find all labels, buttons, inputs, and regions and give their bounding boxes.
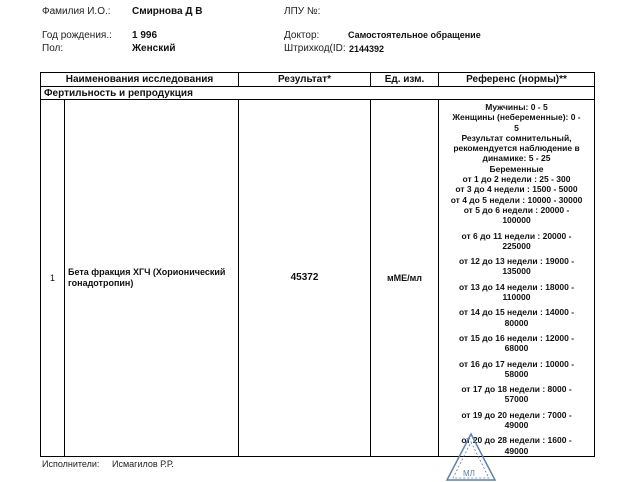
reference-line: 58000	[504, 368, 529, 379]
reference-line: 49000	[504, 445, 529, 456]
reference-line: от 14 до 15 недели : 14000 -	[458, 307, 575, 318]
reference-line: от 12 до 13 недели : 19000 -	[458, 256, 575, 267]
executors-label: Исполнители:	[42, 459, 100, 469]
sex-value: Женский	[132, 43, 176, 54]
reference-line: от 13 до 14 недели : 18000 -	[458, 281, 575, 292]
reference-line: 100000	[502, 215, 531, 226]
test-name: Бета фракция ХГЧ (Хорионический гонадотропин)	[65, 100, 239, 457]
column-header-result: Результат*	[239, 73, 371, 87]
doctor-value: Самостоятельное обращение	[348, 30, 481, 40]
table-row	[41, 100, 595, 457]
section-row	[41, 87, 595, 100]
reference-line: от 19 до 20 недели : 7000 -	[461, 409, 572, 420]
doctor-label: Доктор:	[284, 30, 320, 41]
reference-line: от 3 до 4 недели : 1500 - 5000	[455, 184, 578, 195]
reference-line: 225000	[502, 240, 531, 251]
reference-line: 110000	[502, 292, 531, 303]
birth-year-value: 1 996	[132, 30, 158, 41]
reference-line: динамике: 5 - 25	[482, 153, 551, 164]
reference-line: от 16 до 17 недели : 10000 -	[458, 358, 575, 369]
table-header-row	[41, 73, 595, 87]
fio-label: Фамилия И.О.:	[42, 6, 111, 17]
reference-line: рекомендуется наблюдение в	[453, 143, 580, 154]
stamp-text: МЛ	[463, 469, 475, 478]
reference-line: от 20 до 28 недели : 1600 -	[461, 435, 572, 446]
reference-line: от 1 до 2 недели : 25 - 300	[462, 174, 571, 185]
reference-line: от 17 до 18 недели : 8000 -	[461, 384, 572, 395]
reference-line: 135000	[502, 266, 531, 277]
reference-line: Женщины (небеременные): 0 -	[452, 112, 581, 123]
reference-line: от 15 до 16 недели : 12000 -	[458, 332, 575, 343]
reference-line: Беременные	[489, 163, 544, 174]
reference-line: 68000	[504, 343, 529, 354]
barcode-value: 2144392	[349, 44, 385, 54]
reference-line: от 6 до 11 недели : 20000 -	[461, 230, 572, 241]
reference-line: 57000	[504, 394, 529, 405]
birth-year-label: Год рождения.:	[42, 30, 112, 41]
test-unit: мМЕ/мл	[371, 100, 439, 457]
row-number: 1	[41, 100, 65, 457]
results-table	[40, 72, 595, 457]
reference-line: Результат сомнительный,	[461, 132, 572, 143]
reference-line: от 4 до 5 недели : 10000 - 30000	[450, 194, 583, 205]
stamp-icon	[445, 430, 497, 482]
barcode-label: Штрихкод(ID:	[284, 43, 346, 54]
fio-value: Смирнова Д В	[132, 6, 203, 17]
reference-line: от 5 до 6 недели : 20000 -	[463, 204, 570, 215]
column-header-unit: Ед. изм.	[371, 73, 439, 87]
test-result: 45372	[239, 100, 371, 457]
column-header-reference: Референс (нормы)**	[439, 73, 595, 87]
column-header-name: Наименования исследования	[41, 73, 239, 87]
executors-value: Исмагилов Р.Р.	[112, 459, 174, 469]
reference-line: 5	[514, 122, 519, 133]
reference-line: 49000	[504, 420, 529, 431]
section-title: Фертильность и репродукция	[41, 87, 595, 100]
test-reference	[439, 100, 595, 457]
reference-line: Мужчины: 0 - 5	[485, 102, 548, 112]
sex-label: Пол:	[42, 43, 64, 54]
reference-line: 80000	[504, 317, 529, 328]
lpu-label: ЛПУ №:	[284, 6, 321, 17]
